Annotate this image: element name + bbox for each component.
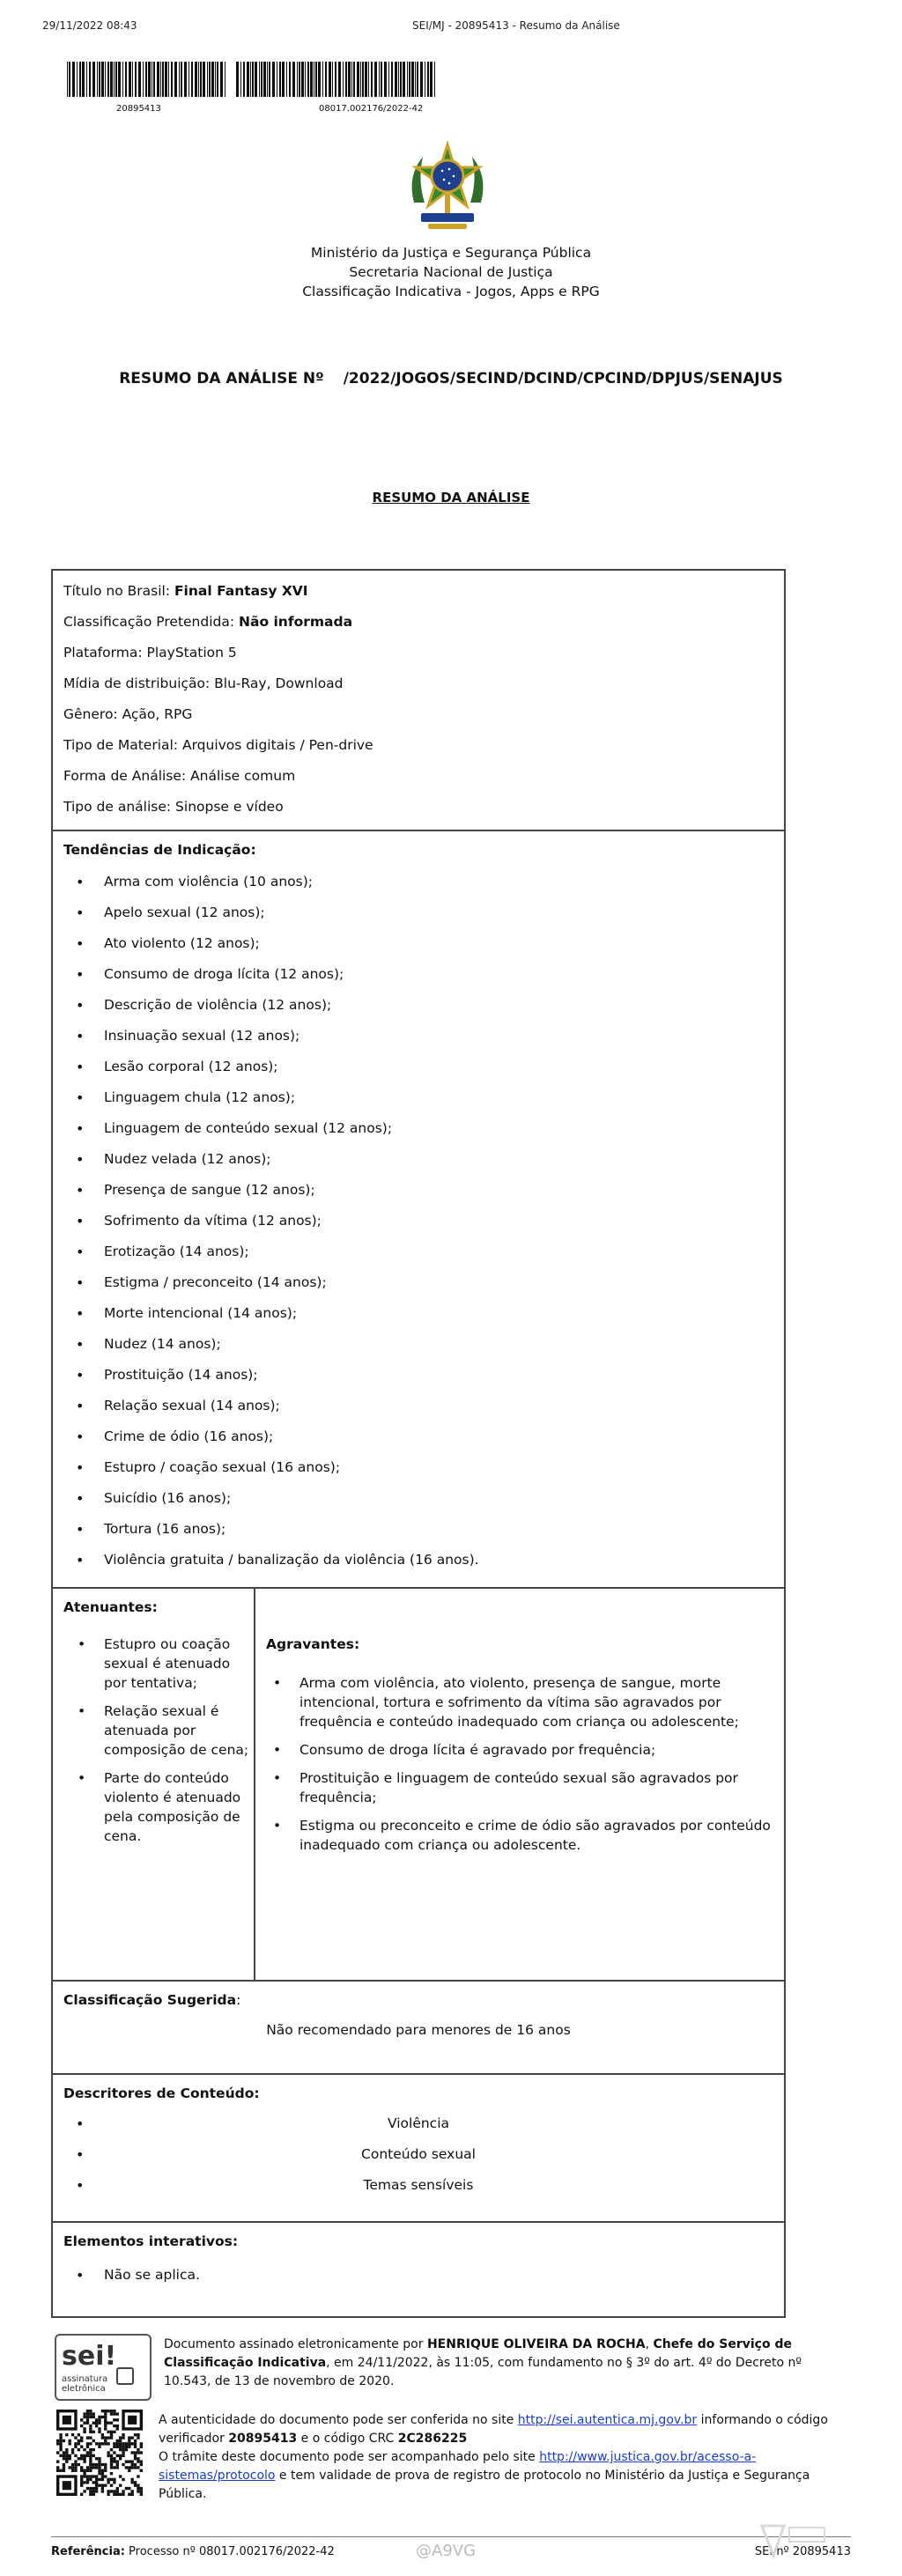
atenuantes-agravantes-box bbox=[51, 1587, 786, 1982]
sig-text-sep: , bbox=[645, 2337, 654, 2351]
tendencias-item: • Insinuação sexual (12 anos); bbox=[53, 1021, 784, 1052]
ministry-line-2: Secretaria Nacional de Justiça bbox=[349, 264, 553, 280]
descritores-box bbox=[51, 2073, 786, 2223]
classificacao-sugerida-box bbox=[51, 1980, 786, 2075]
tendencias-header: Tendências de Indicação: bbox=[63, 842, 256, 858]
footer-divider bbox=[51, 2536, 851, 2537]
auth-text-2: informando o código verificador bbox=[159, 2413, 828, 2446]
descritores-item: • Temas sensíveis bbox=[53, 2170, 784, 2201]
sugerida-header: Classificação Sugerida bbox=[63, 1992, 237, 2008]
document-title bbox=[0, 370, 902, 388]
protocol-text-2: e tem validade de prova de registro de protocolo no Ministério da Justiça e Segurança Pública. bbox=[159, 2469, 810, 2501]
tendencias-item: • Presença de sangue (12 anos); bbox=[53, 1175, 784, 1206]
tendencias-item: • Nudez velada (12 anos); bbox=[53, 1144, 784, 1175]
sig-text-1: Documento assinado eletronicamente por bbox=[164, 2337, 427, 2351]
lock-icon bbox=[116, 2367, 134, 2385]
info-classif-line bbox=[53, 607, 784, 638]
tendencias-box bbox=[51, 830, 786, 1589]
atenuantes-header: Atenuantes: bbox=[63, 1599, 158, 1615]
tendencias-item: • Prostituição (14 anos); bbox=[53, 1360, 784, 1391]
footer-sei-number: SEI nº 20895413 bbox=[754, 2545, 851, 2558]
descritores-item: • Violência bbox=[53, 2108, 784, 2139]
tendencias-item: • Consumo de droga lícita (12 anos); bbox=[53, 959, 784, 990]
document-title-prefix: RESUMO DA ANÁLISE Nº bbox=[119, 370, 324, 388]
agravantes-item: • Prostituição e linguagem de conteúdo sexual são agravados por frequência; bbox=[299, 1768, 773, 1807]
info-analysis-type: Tipo de análise: Sinopse e vídeo bbox=[63, 799, 284, 815]
info-title-line bbox=[53, 576, 784, 607]
brazil-coat-of-arms-icon bbox=[405, 141, 490, 236]
tendencias-item: • Crime de ódio (16 anos); bbox=[53, 1421, 784, 1452]
atenuantes-item: • Relação sexual é atenuada por composição de cena; bbox=[104, 1701, 254, 1760]
barcode-right bbox=[236, 62, 436, 97]
barcode-left bbox=[67, 62, 227, 97]
tendencias-item: • Arma com violência (10 anos); bbox=[53, 867, 784, 897]
info-platform: Plataforma: PlayStation 5 bbox=[63, 645, 237, 661]
atenuantes-list bbox=[53, 1635, 254, 1846]
seal-logo-text: sei! bbox=[62, 2341, 117, 2372]
auth-text-1: A autenticidade do documento pode ser conferida no site bbox=[159, 2413, 518, 2427]
info-classif-value: Não informada bbox=[239, 614, 353, 630]
signer-role: Chefe do Serviço de Classificação Indicativa bbox=[164, 2337, 792, 2370]
seal-caption bbox=[62, 2374, 107, 2394]
tendencias-item: • Ato violento (12 anos); bbox=[53, 928, 784, 959]
info-analysis-form: Forma de Análise: Análise comum bbox=[63, 768, 296, 784]
signature-text bbox=[164, 2336, 851, 2391]
protocol-text-1: O trâmite deste documento pode ser acompanhado pelo site bbox=[159, 2450, 540, 2464]
sugerida-value: Não recomendado para menores de 16 anos bbox=[266, 2022, 571, 2038]
interativos-list bbox=[53, 2260, 784, 2291]
ministry-heading bbox=[0, 243, 902, 301]
tendencias-item: • Violência gratuita / banalização da violência (16 anos). bbox=[53, 1545, 784, 1576]
barcode-left-number: 20895413 bbox=[116, 104, 161, 114]
info-material: Tipo de Material: Arquivos digitais / Pen-drive bbox=[63, 737, 373, 753]
elementos-interativos-box bbox=[51, 2221, 786, 2318]
agravantes-list bbox=[255, 1673, 784, 1855]
protocol-site-link[interactable]: http://www.justica.gov.br/acesso-a-sistemas/protocolo bbox=[159, 2450, 757, 2483]
agravantes-item: • Consumo de droga lícita é agravado por frequência; bbox=[299, 1740, 773, 1760]
agravantes-item: • Estigma ou preconceito e crime de ódio são agravados por conteúdo inadequado com criança ou adolescente. bbox=[299, 1816, 773, 1855]
atenuantes-item: • Parte do conteúdo violento é atenuado pela composição de cena. bbox=[104, 1768, 254, 1846]
tendencias-item: • Lesão corporal (12 anos); bbox=[53, 1052, 784, 1082]
qr-code-icon bbox=[56, 2410, 143, 2496]
tendencias-item: • Erotização (14 anos); bbox=[53, 1236, 784, 1267]
info-title-value: Final Fantasy XVI bbox=[174, 583, 308, 599]
tendencias-item: • Linguagem de conteúdo sexual (12 anos); bbox=[53, 1113, 784, 1144]
print-title: SEI/MJ - 20895413 - Resumo da Análise bbox=[412, 19, 620, 32]
verification-code: 20895413 bbox=[228, 2432, 298, 2446]
agravantes-item: • Arma com violência, ato violento, presença de sangue, morte intencional, tortura e sofrimento da vítima são agravados por frequência e conteúdo inadequado com criança ou adolescente; bbox=[299, 1673, 773, 1731]
sig-text-2: , em 24/11/2022, às 11:05, com fundamento no § 3º do art. 4º do Decreto nº 10.543, de 13 de novembro de 2020. bbox=[164, 2356, 802, 2388]
atenuantes-item: • Estupro ou coação sexual é atenuado por tentativa; bbox=[104, 1635, 254, 1693]
descritores-item: • Conteúdo sexual bbox=[53, 2139, 784, 2170]
tendencias-item: • Sofrimento da vítima (12 anos); bbox=[53, 1206, 784, 1236]
tendencias-item: • Estigma / preconceito (14 anos); bbox=[53, 1267, 784, 1298]
seal-caption-1: assinatura bbox=[62, 2374, 108, 2384]
tendencias-item: • Suicídio (16 anos); bbox=[53, 1483, 784, 1514]
interativos-header: Elementos interativos: bbox=[63, 2233, 239, 2249]
tendencias-item: • Apelo sexual (12 anos); bbox=[53, 897, 784, 928]
document-title-suffix: /2022/JOGOS/SECIND/DCIND/CPCIND/DPJUS/SENAJUS bbox=[343, 370, 783, 388]
info-media: Mídia de distribuição: Blu-Ray, Download bbox=[63, 675, 344, 691]
sugerida-header-line bbox=[53, 1982, 784, 2011]
barcode-right-number: 08017.002176/2022-42 bbox=[319, 104, 424, 114]
tendencias-item: • Relação sexual (14 anos); bbox=[53, 1391, 784, 1421]
interativos-item: • Não se aplica. bbox=[53, 2260, 784, 2291]
authenticity-text bbox=[159, 2411, 851, 2504]
descritores-list bbox=[53, 2108, 784, 2201]
descritores-header: Descritores de Conteúdo: bbox=[63, 2085, 260, 2101]
sugerida-colon: : bbox=[236, 1992, 241, 2008]
psn-watermark-logo-icon bbox=[758, 2519, 828, 2563]
signer-name: HENRIQUE OLIVEIRA DA ROCHA bbox=[426, 2337, 646, 2351]
seal-caption-2: eletrônica bbox=[62, 2384, 106, 2394]
tendencias-item: • Estupro / coação sexual (16 anos); bbox=[53, 1452, 784, 1483]
crc-code: 2C286225 bbox=[397, 2432, 468, 2446]
tendencias-item: • Descrição de violência (12 anos); bbox=[53, 990, 784, 1021]
info-box bbox=[51, 569, 786, 831]
sei-signature-seal bbox=[55, 2334, 152, 2401]
ministry-line-3: Classificação Indicativa - Jogos, Apps e RPG bbox=[302, 284, 600, 299]
print-date: 29/11/2022 08:43 bbox=[42, 19, 137, 32]
ministry-line-1: Ministério da Justiça e Segurança Pública bbox=[310, 245, 592, 261]
info-classif-label: Classificação Pretendida: bbox=[63, 614, 240, 630]
info-title-label: Título no Brasil: bbox=[63, 583, 174, 599]
tendencias-list bbox=[53, 867, 784, 1576]
auth-text-3: e o código CRC bbox=[297, 2432, 398, 2446]
footer-ref-label: Referência: bbox=[51, 2545, 125, 2558]
auth-site-link[interactable]: http://sei.autentica.mj.gov.br bbox=[517, 2413, 698, 2427]
watermark: @A9VG bbox=[416, 2542, 477, 2560]
tendencias-item: • Tortura (16 anos); bbox=[53, 1514, 784, 1545]
tendencias-item: • Nudez (14 anos); bbox=[53, 1329, 784, 1360]
agravantes-column bbox=[255, 1589, 784, 1980]
agravantes-header: Agravantes: bbox=[266, 1636, 360, 1652]
tendencias-item: • Linguagem chula (12 anos); bbox=[53, 1082, 784, 1113]
tendencias-item: • Morte intencional (14 anos); bbox=[53, 1298, 784, 1329]
info-genre: Gênero: Ação, RPG bbox=[63, 706, 193, 722]
section-title: RESUMO DA ANÁLISE bbox=[372, 490, 530, 506]
footer-ref-value: Processo nº 08017.002176/2022-42 bbox=[124, 2545, 335, 2558]
atenuantes-column bbox=[53, 1589, 255, 1980]
